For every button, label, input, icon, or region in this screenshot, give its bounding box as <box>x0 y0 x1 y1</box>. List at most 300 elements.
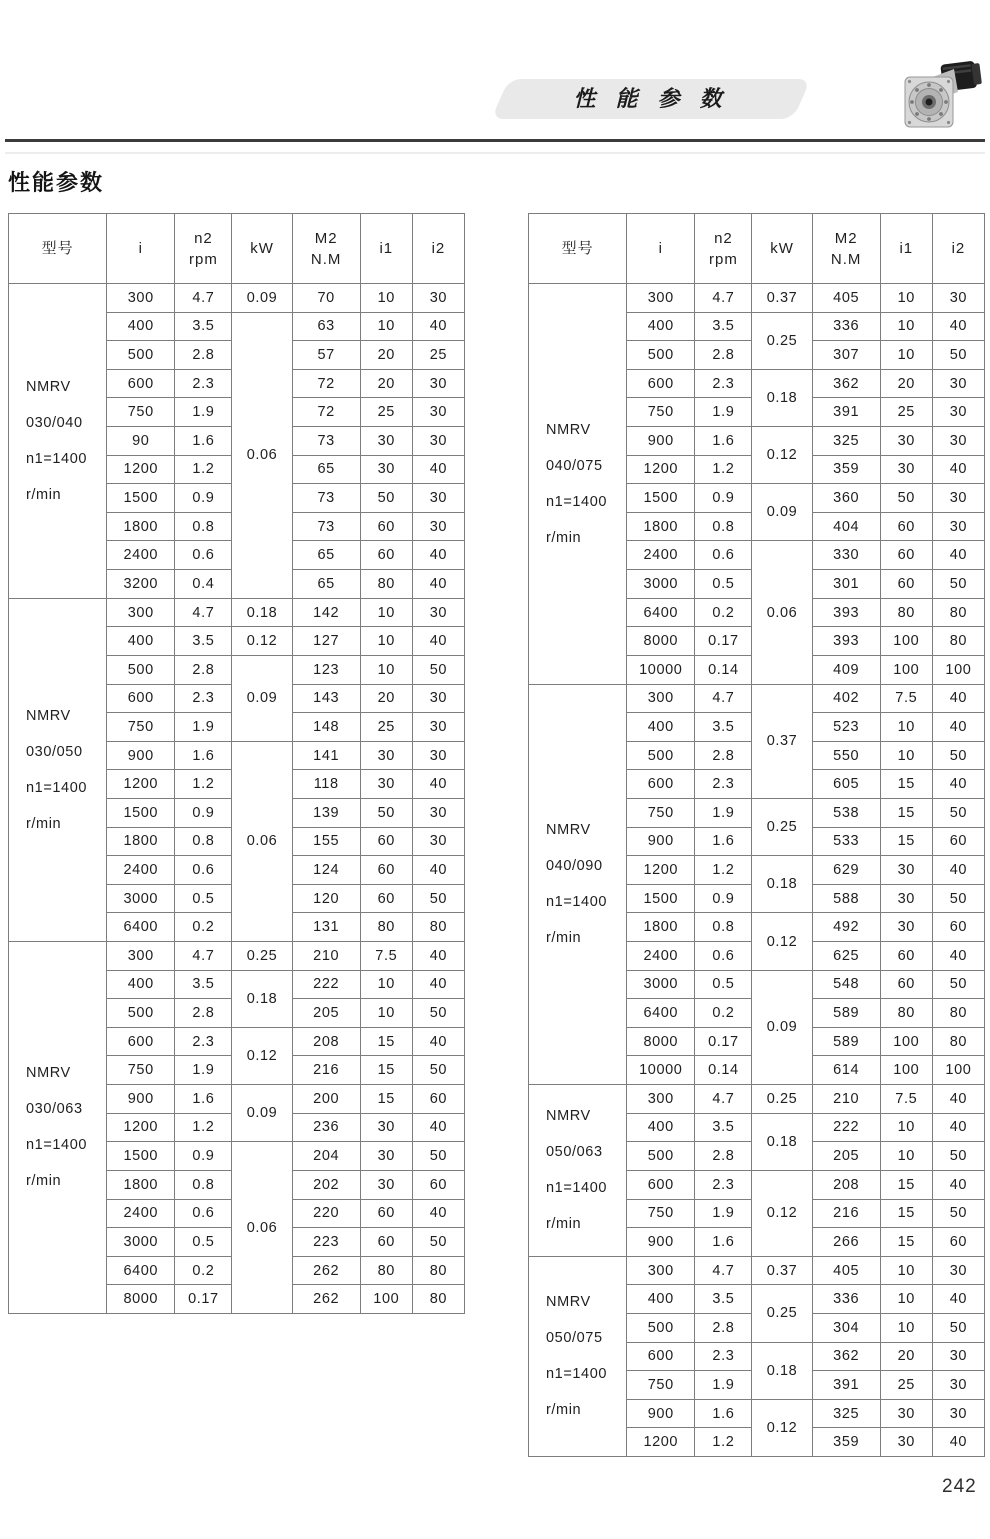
page-number: 242 <box>942 1476 977 1497</box>
model-line: r/min <box>546 1216 582 1233</box>
header-label: 型号 <box>561 240 594 257</box>
cell-m2: 73 <box>292 427 360 456</box>
cell-i1: 30 <box>360 427 412 456</box>
cell-i: 300 <box>107 598 175 627</box>
cell-i: 600 <box>627 1342 695 1371</box>
cell-n2: 0.5 <box>695 570 752 599</box>
cell-n2: 0.9 <box>175 1142 232 1171</box>
cell-i: 300 <box>107 942 175 971</box>
cell-i2: 40 <box>932 713 984 742</box>
cell-n2: 0.14 <box>695 655 752 684</box>
cell-n2: 1.2 <box>175 1113 232 1142</box>
cell-i1: 60 <box>880 512 932 541</box>
cell-i2: 30 <box>932 512 984 541</box>
model-cell <box>529 684 627 1085</box>
cell-i: 900 <box>627 827 695 856</box>
cell-i2: 50 <box>932 1142 984 1171</box>
cell-n2: 0.8 <box>175 1170 232 1199</box>
cell-i2: 100 <box>932 1056 984 1085</box>
cell-i1: 80 <box>880 999 932 1028</box>
cell-m2: 208 <box>292 1027 360 1056</box>
cell-i1: 7.5 <box>880 684 932 713</box>
cell-n2: 4.7 <box>175 284 232 313</box>
cell-i1: 30 <box>880 913 932 942</box>
cell-i: 600 <box>107 684 175 713</box>
cell-i2: 100 <box>932 655 984 684</box>
cell-m2: 588 <box>812 884 880 913</box>
cell-i: 400 <box>627 1113 695 1142</box>
cell-kw: 0.18 <box>232 970 292 1027</box>
cell-kw: 0.18 <box>752 369 812 426</box>
cell-n2: 1.6 <box>695 1228 752 1257</box>
cell-m2: 362 <box>812 1342 880 1371</box>
performance-table-right <box>528 213 986 1457</box>
cell-m2: 216 <box>292 1056 360 1085</box>
cell-i1: 60 <box>880 541 932 570</box>
cell-i2: 40 <box>932 541 984 570</box>
model-line: NMRV <box>546 1108 591 1125</box>
page-title: 性能参数 <box>8 170 105 195</box>
cell-kw: 0.12 <box>232 627 292 656</box>
header-label: rpm <box>188 250 218 268</box>
cell-i2: 50 <box>412 1056 464 1085</box>
cell-i: 8000 <box>627 627 695 656</box>
cell-i1: 15 <box>880 770 932 799</box>
cell-i1: 15 <box>880 1228 932 1257</box>
cell-i1: 15 <box>880 1170 932 1199</box>
cell-m2: 336 <box>812 1285 880 1314</box>
cell-m2: 131 <box>292 913 360 942</box>
cell-i2: 30 <box>412 684 464 713</box>
cell-n2: 0.2 <box>175 913 232 942</box>
cell-i2: 50 <box>932 970 984 999</box>
cell-n2: 0.6 <box>175 856 232 885</box>
header-cell-i <box>627 214 695 284</box>
model-line: 040/090 <box>546 858 603 875</box>
header-label: M2 <box>314 229 338 247</box>
cell-i1: 25 <box>360 713 412 742</box>
cell-n2: 1.6 <box>175 427 232 456</box>
cell-i2: 80 <box>932 598 984 627</box>
cell-n2: 1.2 <box>695 856 752 885</box>
cell-i1: 80 <box>360 570 412 599</box>
cell-i2: 40 <box>412 1199 464 1228</box>
cell-i1: 10 <box>360 655 412 684</box>
cell-n2: 1.2 <box>175 455 232 484</box>
header-cell-i1 <box>360 214 412 284</box>
cell-i1: 25 <box>360 398 412 427</box>
model-line: 050/075 <box>546 1330 603 1347</box>
cell-m2: 141 <box>292 741 360 770</box>
cell-kw: 0.18 <box>752 1342 812 1399</box>
cell-i2: 60 <box>412 1170 464 1199</box>
cell-i: 1200 <box>107 770 175 799</box>
cell-i: 600 <box>627 1170 695 1199</box>
cell-i1: 15 <box>360 1085 412 1114</box>
cell-n2: 3.5 <box>175 970 232 999</box>
header-label: i2 <box>431 240 446 257</box>
cell-n2: 0.17 <box>175 1285 232 1314</box>
cell-n2: 1.9 <box>175 713 232 742</box>
cell-i1: 60 <box>360 1199 412 1228</box>
cell-i1: 30 <box>880 1428 932 1457</box>
cell-i: 2400 <box>107 856 175 885</box>
cell-kw: 0.25 <box>232 942 292 971</box>
cell-i2: 30 <box>932 284 984 313</box>
cell-i: 900 <box>107 1085 175 1114</box>
cell-i2: 40 <box>932 312 984 341</box>
cell-i2: 50 <box>932 1199 984 1228</box>
cell-i2: 80 <box>932 1027 984 1056</box>
cell-kw: 0.09 <box>232 284 292 313</box>
performance-table <box>8 213 465 1314</box>
cell-i: 6400 <box>627 999 695 1028</box>
cell-i1: 60 <box>360 512 412 541</box>
cell-n2: 1.6 <box>695 827 752 856</box>
cell-m2: 605 <box>812 770 880 799</box>
model-line: n1=1400 <box>26 779 88 796</box>
cell-i2: 30 <box>932 1399 984 1428</box>
cell-i2: 40 <box>412 942 464 971</box>
model-line: 030/050 <box>26 743 83 760</box>
cell-n2: 1.2 <box>695 1428 752 1457</box>
cell-m2: 362 <box>812 369 880 398</box>
cell-i1: 25 <box>880 398 932 427</box>
cell-i1: 60 <box>360 1228 412 1257</box>
cell-i1: 10 <box>880 1142 932 1171</box>
cell-i: 10000 <box>627 655 695 684</box>
cell-i2: 40 <box>412 312 464 341</box>
cell-i: 1800 <box>107 827 175 856</box>
cell-i2: 30 <box>412 284 464 313</box>
cell-n2: 2.8 <box>695 341 752 370</box>
cell-i1: 10 <box>880 312 932 341</box>
banner-title: 性 能 参 数 <box>573 86 729 111</box>
cell-n2: 0.14 <box>695 1056 752 1085</box>
cell-m2: 210 <box>812 1085 880 1114</box>
cell-i1: 15 <box>880 1199 932 1228</box>
cell-i: 900 <box>627 1399 695 1428</box>
cell-n2: 1.9 <box>695 398 752 427</box>
cell-kw: 0.12 <box>752 1399 812 1456</box>
cell-m2: 402 <box>812 684 880 713</box>
cell-i2: 80 <box>932 627 984 656</box>
cell-i2: 50 <box>412 1142 464 1171</box>
cell-m2: 262 <box>292 1285 360 1314</box>
cell-i: 400 <box>627 312 695 341</box>
cell-m2: 325 <box>812 427 880 456</box>
cell-i1: 20 <box>360 369 412 398</box>
cell-i: 1500 <box>627 884 695 913</box>
cell-i2: 40 <box>932 770 984 799</box>
table-row <box>529 1256 985 1285</box>
model-line: n1=1400 <box>546 1366 608 1383</box>
cell-i2: 60 <box>932 1228 984 1257</box>
cell-kw: 0.12 <box>752 913 812 970</box>
cell-m2: 143 <box>292 684 360 713</box>
cell-i1: 50 <box>880 484 932 513</box>
cell-i1: 60 <box>360 541 412 570</box>
cell-i: 400 <box>627 1285 695 1314</box>
cell-n2: 4.7 <box>695 684 752 713</box>
cell-kw: 0.37 <box>752 684 812 798</box>
cell-n2: 0.6 <box>175 541 232 570</box>
cell-m2: 409 <box>812 655 880 684</box>
cell-kw: 0.18 <box>232 598 292 627</box>
cell-i2: 50 <box>412 1228 464 1257</box>
cell-i2: 40 <box>412 570 464 599</box>
header-cell-kw <box>752 214 812 284</box>
cell-n2: 0.8 <box>175 827 232 856</box>
cell-n2: 4.7 <box>695 284 752 313</box>
cell-i1: 10 <box>360 999 412 1028</box>
cell-i1: 60 <box>880 570 932 599</box>
gear-motor-photo <box>900 58 984 136</box>
cell-n2: 0.2 <box>695 999 752 1028</box>
cell-m2: 625 <box>812 942 880 971</box>
cell-i2: 30 <box>412 369 464 398</box>
cell-i1: 10 <box>880 713 932 742</box>
model-line: n1=1400 <box>546 493 608 510</box>
cell-i2: 40 <box>932 942 984 971</box>
model-line: NMRV <box>546 822 591 839</box>
cell-i: 400 <box>107 627 175 656</box>
cell-m2: 118 <box>292 770 360 799</box>
cell-i: 900 <box>627 1228 695 1257</box>
cell-n2: 3.5 <box>695 1113 752 1142</box>
cell-i1: 30 <box>880 856 932 885</box>
cell-i1: 30 <box>880 884 932 913</box>
model-cell <box>529 1085 627 1257</box>
cell-n2: 0.5 <box>175 1228 232 1257</box>
model-line: 040/075 <box>546 457 603 474</box>
cell-i1: 60 <box>360 856 412 885</box>
cell-m2: 405 <box>812 1256 880 1285</box>
header-divider-light <box>5 152 985 154</box>
cell-i: 300 <box>627 1256 695 1285</box>
cell-i1: 80 <box>360 1256 412 1285</box>
cell-i1: 10 <box>880 341 932 370</box>
cell-kw: 0.06 <box>232 741 292 941</box>
cell-i: 500 <box>627 741 695 770</box>
cell-i: 2400 <box>107 541 175 570</box>
header-row <box>529 214 985 284</box>
cell-i: 400 <box>107 312 175 341</box>
cell-i1: 7.5 <box>880 1085 932 1114</box>
cell-n2: 0.2 <box>175 1256 232 1285</box>
cell-n2: 2.8 <box>175 341 232 370</box>
cell-n2: 1.9 <box>695 1199 752 1228</box>
cell-i2: 30 <box>932 484 984 513</box>
cell-i1: 15 <box>360 1027 412 1056</box>
cell-m2: 72 <box>292 369 360 398</box>
cell-kw: 0.18 <box>752 856 812 913</box>
cell-kw: 0.06 <box>232 1142 292 1314</box>
cell-i2: 30 <box>412 512 464 541</box>
model-line: r/min <box>26 1173 62 1190</box>
cell-i2: 40 <box>412 970 464 999</box>
cell-i: 750 <box>627 398 695 427</box>
cell-i2: 30 <box>412 427 464 456</box>
cell-m2: 330 <box>812 541 880 570</box>
header-cell-m2 <box>292 214 360 284</box>
cell-n2: 2.3 <box>695 1342 752 1371</box>
cell-i1: 10 <box>880 284 932 313</box>
model-line: 030/063 <box>26 1101 83 1118</box>
cell-kw: 0.37 <box>752 284 812 313</box>
cell-i2: 40 <box>932 1285 984 1314</box>
header-label: rpm <box>708 250 738 268</box>
cell-i1: 10 <box>360 312 412 341</box>
cell-i1: 20 <box>360 684 412 713</box>
cell-m2: 629 <box>812 856 880 885</box>
cell-i1: 60 <box>880 970 932 999</box>
cell-n2: 1.2 <box>695 455 752 484</box>
cell-i: 3000 <box>107 884 175 913</box>
cell-m2: 405 <box>812 284 880 313</box>
cell-m2: 533 <box>812 827 880 856</box>
model-line: r/min <box>546 1402 582 1419</box>
cell-i: 1200 <box>107 455 175 484</box>
header-label: n2 <box>714 229 733 247</box>
cell-i2: 50 <box>932 570 984 599</box>
cell-i: 300 <box>627 684 695 713</box>
cell-m2: 205 <box>812 1142 880 1171</box>
header-cell-n2 <box>175 214 232 284</box>
cell-i2: 60 <box>932 827 984 856</box>
cell-i1: 60 <box>360 827 412 856</box>
cell-i2: 50 <box>412 999 464 1028</box>
cell-n2: 4.7 <box>175 598 232 627</box>
header-row <box>9 214 465 284</box>
cell-i2: 30 <box>932 398 984 427</box>
cell-i: 8000 <box>627 1027 695 1056</box>
cell-m2: 359 <box>812 1428 880 1457</box>
cell-n2: 0.9 <box>695 884 752 913</box>
cell-m2: 210 <box>292 942 360 971</box>
model-line: 050/063 <box>546 1144 603 1161</box>
cell-i: 600 <box>627 369 695 398</box>
cell-n2: 0.6 <box>175 1199 232 1228</box>
cell-m2: 304 <box>812 1313 880 1342</box>
cell-kw: 0.06 <box>232 312 292 598</box>
cell-i2: 40 <box>412 1113 464 1142</box>
cell-i1: 30 <box>880 427 932 456</box>
cell-i: 300 <box>107 284 175 313</box>
cell-i: 1500 <box>107 1142 175 1171</box>
cell-i2: 30 <box>412 484 464 513</box>
cell-i: 6400 <box>627 598 695 627</box>
cell-i: 1500 <box>107 484 175 513</box>
model-line: NMRV <box>26 1065 71 1082</box>
cell-i: 400 <box>107 970 175 999</box>
cell-m2: 216 <box>812 1199 880 1228</box>
cell-n2: 0.8 <box>695 512 752 541</box>
cell-i2: 25 <box>412 341 464 370</box>
cell-n2: 1.9 <box>695 798 752 827</box>
cell-kw: 0.09 <box>232 655 292 741</box>
cell-kw: 0.09 <box>232 1085 292 1142</box>
cell-i1: 25 <box>880 1371 932 1400</box>
cell-i2: 40 <box>932 1113 984 1142</box>
cell-n2: 0.9 <box>695 484 752 513</box>
cell-n2: 2.8 <box>175 999 232 1028</box>
cell-n2: 4.7 <box>695 1085 752 1114</box>
cell-m2: 204 <box>292 1142 360 1171</box>
cell-i: 2400 <box>107 1199 175 1228</box>
cell-kw: 0.12 <box>752 427 812 484</box>
cell-m2: 65 <box>292 455 360 484</box>
cell-i: 750 <box>627 1199 695 1228</box>
cell-i1: 60 <box>880 942 932 971</box>
gear-motor-illustration <box>900 58 984 136</box>
cell-n2: 2.8 <box>695 1142 752 1171</box>
cell-i: 750 <box>107 398 175 427</box>
cell-i2: 40 <box>932 856 984 885</box>
cell-i1: 60 <box>360 884 412 913</box>
cell-m2: 57 <box>292 341 360 370</box>
cell-i: 600 <box>107 1027 175 1056</box>
model-cell <box>529 1256 627 1456</box>
cell-n2: 2.3 <box>175 369 232 398</box>
cell-m2: 127 <box>292 627 360 656</box>
cell-i2: 60 <box>412 1085 464 1114</box>
cell-m2: 404 <box>812 512 880 541</box>
cell-n2: 1.6 <box>175 1085 232 1114</box>
cell-m2: 391 <box>812 1371 880 1400</box>
cell-kw: 0.18 <box>752 1113 812 1170</box>
cell-n2: 2.8 <box>175 655 232 684</box>
table-row <box>9 284 465 313</box>
cell-i: 10000 <box>627 1056 695 1085</box>
cell-n2: 0.17 <box>695 627 752 656</box>
cell-i: 500 <box>627 1142 695 1171</box>
cell-i1: 10 <box>880 1256 932 1285</box>
cell-i: 3200 <box>107 570 175 599</box>
cell-m2: 124 <box>292 856 360 885</box>
cell-m2: 142 <box>292 598 360 627</box>
cell-i: 1800 <box>627 512 695 541</box>
cell-i1: 100 <box>360 1285 412 1314</box>
cell-n2: 1.9 <box>695 1371 752 1400</box>
cell-i1: 20 <box>360 341 412 370</box>
table-row <box>529 684 985 713</box>
cell-n2: 2.3 <box>175 1027 232 1056</box>
cell-i2: 40 <box>932 1085 984 1114</box>
cell-n2: 3.5 <box>695 312 752 341</box>
cell-m2: 65 <box>292 570 360 599</box>
cell-m2: 70 <box>292 284 360 313</box>
cell-i2: 60 <box>932 913 984 942</box>
cell-n2: 0.8 <box>695 913 752 942</box>
header-label: i2 <box>951 240 966 257</box>
cell-i2: 30 <box>412 598 464 627</box>
cell-m2: 155 <box>292 827 360 856</box>
cell-i1: 30 <box>360 741 412 770</box>
cell-i1: 10 <box>880 741 932 770</box>
cell-i: 500 <box>107 341 175 370</box>
cell-m2: 236 <box>292 1113 360 1142</box>
cell-m2: 301 <box>812 570 880 599</box>
cell-n2: 0.8 <box>175 512 232 541</box>
cell-i: 3000 <box>627 970 695 999</box>
cell-n2: 0.9 <box>175 484 232 513</box>
cell-m2: 336 <box>812 312 880 341</box>
cell-i: 500 <box>107 655 175 684</box>
header-label: kW <box>770 240 794 257</box>
performance-table <box>528 213 985 1457</box>
cell-i: 8000 <box>107 1285 175 1314</box>
